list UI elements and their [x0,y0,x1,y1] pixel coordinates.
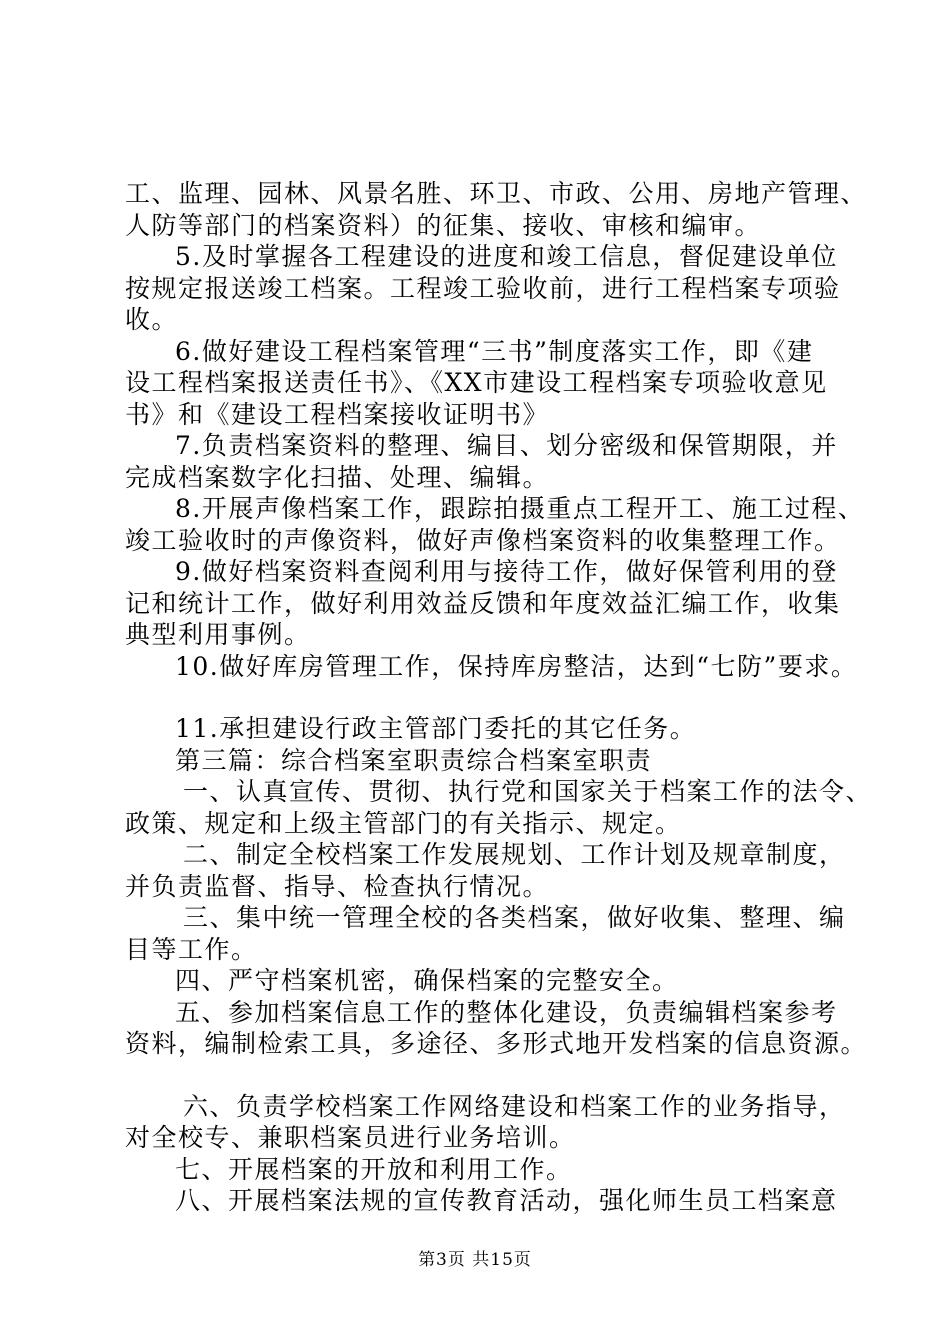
text-line: 记和统计工作，做好利用效益反馈和年度效益汇编工作，收集 [125,588,841,618]
text-line: 人防等部门的档案资料）的征集、接收、审核和编审。 [125,210,762,240]
text-line: 三、集中统一管理全校的各类档案，做好收集、整理、编 [183,903,846,932]
text-line: 七、开展档案的开放和利用工作。 [175,1154,573,1184]
text-line: 八、开展档案法规的宣传教育活动，强化师生员工档案意 [175,1186,838,1215]
text-line: 二、制定全校档案工作发展规划、工作计划及规章制度， [183,840,846,869]
text-line: 一、认真宣传、贯彻、执行党和国家关于档案工作的法令、 [183,777,873,806]
text-line: 并负责监督、指导、检查执行情况。 [125,871,550,901]
section-heading: 第三篇：综合档案室职责综合档案室职责 [175,745,653,775]
text-line: 5.及时掌握各工程建设的进度和竣工信息，督促建设单位 [175,242,838,271]
text-line: 11.承担建设行政主管部门委托的其它任务。 [175,714,697,743]
text-line: 9.做好档案资料查阅利用与接待工作，做好保管利用的登 [175,557,838,586]
text-line: 竣工验收时的声像资料，做好声像档案资料的收集整理工作。 [125,525,841,555]
text-line: 按规定报送竣工档案。工程竣工验收前，进行工程档案专项验 [125,273,841,303]
text-line: 目等工作。 [125,934,258,964]
document-body [125,178,873,1217]
text-line: 7.负责档案资料的整理、编目、划分密级和保管期限，并 [175,431,838,460]
text-line: 六、负责学校档案工作网络建设和档案工作的业务指导， [183,1091,846,1121]
text-line: 完成档案数字化扫描、处理、编辑。 [125,462,550,492]
text-line: 五、参加档案信息工作的整体化建设，负责编辑档案参考 [175,997,838,1027]
page-number: 第3页 共15页 [418,1250,532,1270]
text-line: 工、监理、园林、风景名胜、环卫、市政、公用、房地产管理、 [125,179,868,208]
text-line: 8.开展声像档案工作，跟踪拍摄重点工程开工、施工过程、 [175,494,865,523]
paragraph-gap [125,1060,845,1091]
text-line: 典型利用事例。 [125,620,311,649]
text-line: 6.做好建设工程档案管理“三书”制度落实工作，即《建 [175,336,814,366]
text-line: 10.做好库房管理工作，保持库房整洁，达到“七防”要求。 [175,651,858,681]
text-line: 四、严守档案机密，确保档案的完整安全。 [175,966,679,995]
text-line: 资料，编制检索工具，多途径、多形式地开发档案的信息资源。 [125,1029,868,1058]
text-line: 收。 [125,305,179,334]
text-line: 政策、规定和上级主管部门的有关指示、规定。 [125,808,682,838]
paragraph-gap [125,682,845,713]
text-line: 对全校专、兼职档案员进行业务培训。 [125,1123,576,1152]
text-line: 设工程档案报送责任书》、《XX市建设工程档案专项验收意见 [125,368,828,397]
text-line: 书》和《建设工程档案接收证明书》 [125,399,550,429]
